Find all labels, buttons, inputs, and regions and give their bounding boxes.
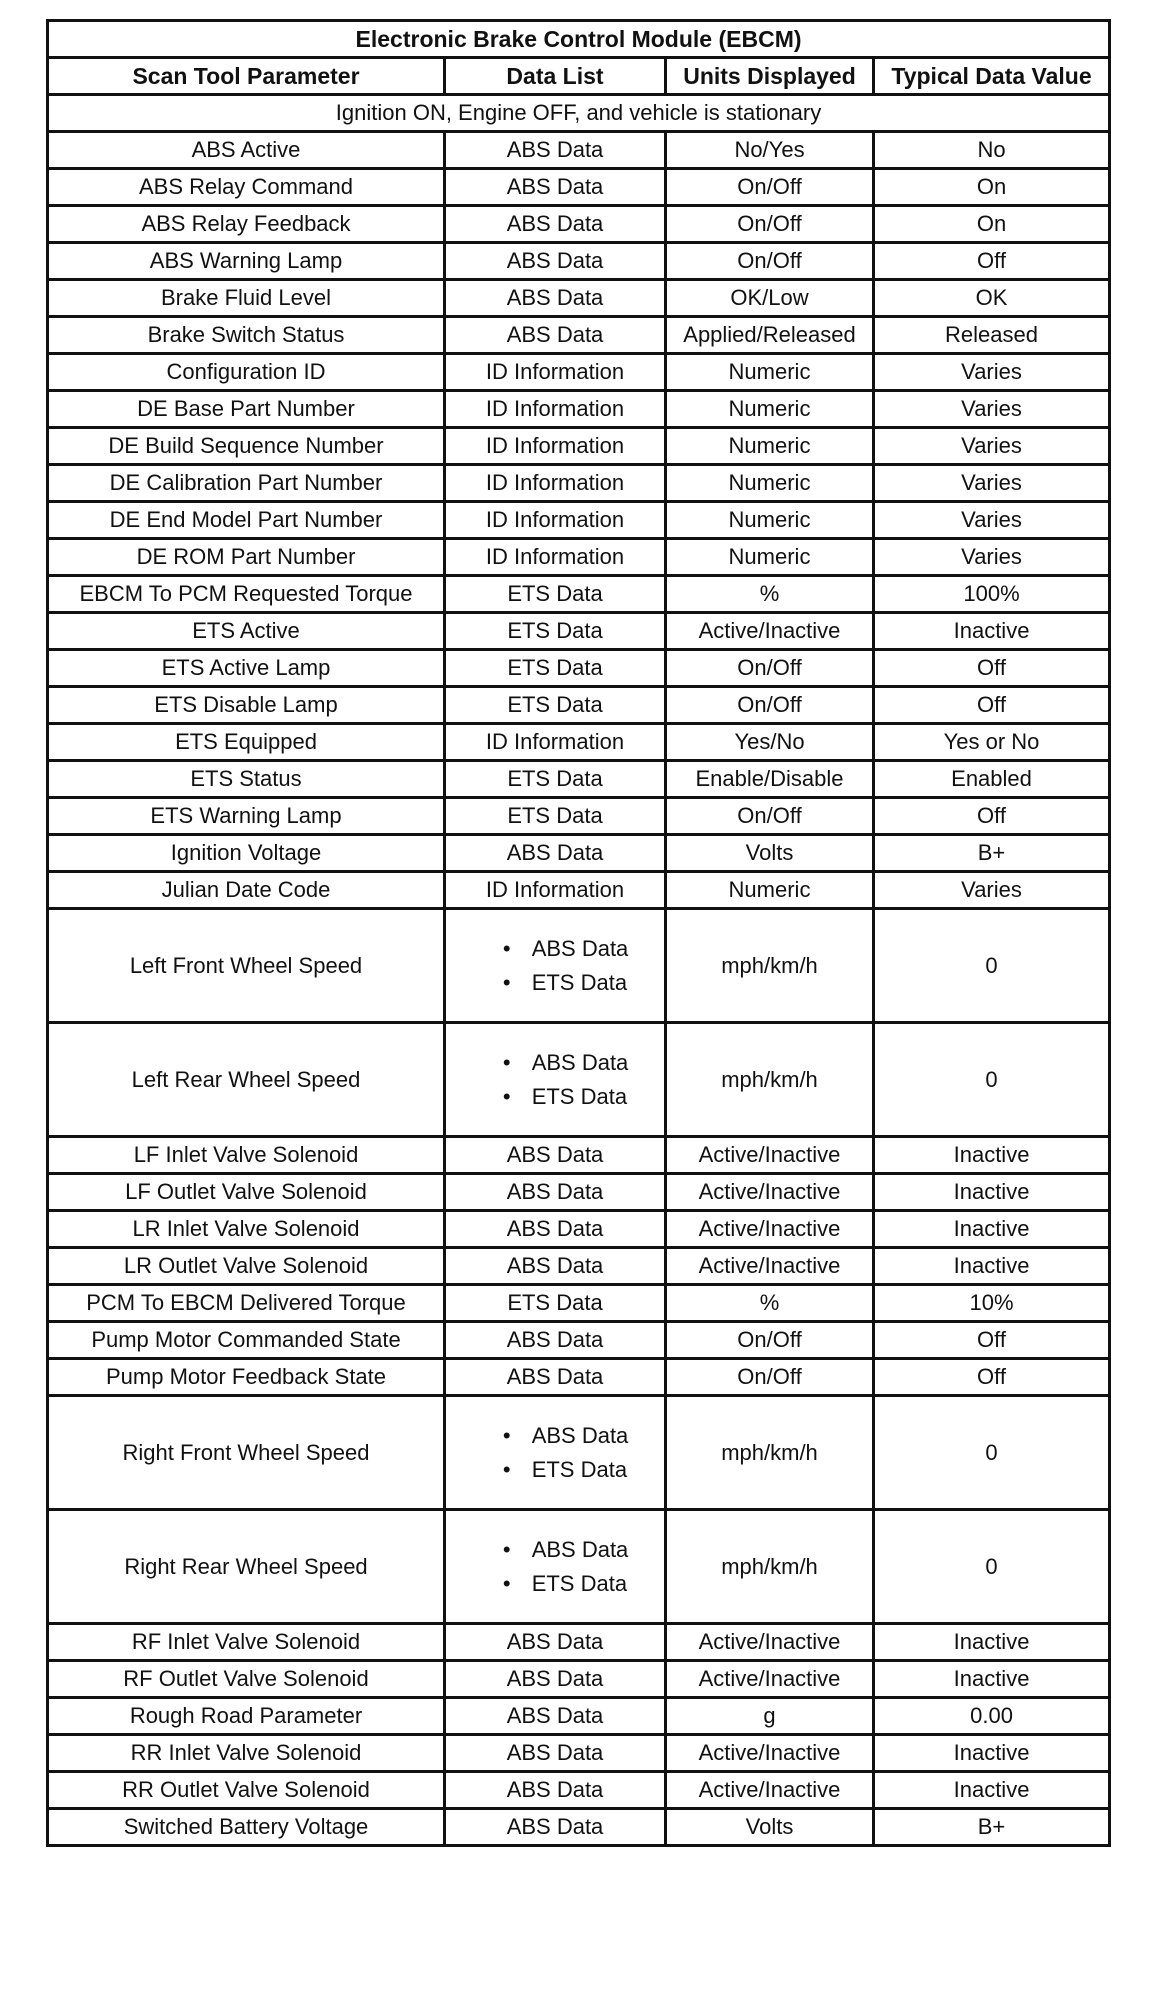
table-row bbox=[48, 650, 1110, 687]
units-cell: Active/Inactive bbox=[666, 1137, 874, 1174]
parameter-cell: Brake Switch Status bbox=[48, 317, 445, 354]
table-row bbox=[48, 1772, 1110, 1809]
units-cell: mph/km/h bbox=[666, 1510, 874, 1624]
parameter-cell: ABS Warning Lamp bbox=[48, 243, 445, 280]
parameter-cell: DE ROM Part Number bbox=[48, 539, 445, 576]
data-list-text: ABS Data bbox=[531, 1422, 629, 1448]
parameter-cell: ETS Status bbox=[48, 761, 445, 798]
data-list-text: ETS Data bbox=[531, 1083, 628, 1109]
typical-value-cell: 0 bbox=[874, 1396, 1110, 1510]
table-row bbox=[48, 724, 1110, 761]
parameter-cell: Brake Fluid Level bbox=[48, 280, 445, 317]
header-typical-value: Typical Data Value bbox=[874, 58, 1110, 95]
typical-value-cell: Varies bbox=[874, 354, 1110, 391]
table-row bbox=[48, 1248, 1110, 1285]
data-list-cell: ABS Data bbox=[445, 1137, 666, 1174]
units-cell: On/Off bbox=[666, 1322, 874, 1359]
data-list-cell: ABS Data bbox=[445, 1624, 666, 1661]
parameter-cell: Julian Date Code bbox=[48, 872, 445, 909]
data-list-cell: ID Information bbox=[445, 354, 666, 391]
parameter-cell: ABS Relay Command bbox=[48, 169, 445, 206]
units-cell: Numeric bbox=[666, 502, 874, 539]
units-cell: Numeric bbox=[666, 391, 874, 428]
table-row bbox=[48, 1322, 1110, 1359]
parameter-cell: ETS Equipped bbox=[48, 724, 445, 761]
parameter-cell: LR Outlet Valve Solenoid bbox=[48, 1248, 445, 1285]
data-list-cell: ABS Data bbox=[445, 1322, 666, 1359]
units-cell: On/Off bbox=[666, 687, 874, 724]
typical-value-cell: 0.00 bbox=[874, 1698, 1110, 1735]
units-cell: Applied/Released bbox=[666, 317, 874, 354]
table-row bbox=[48, 354, 1110, 391]
data-list-item bbox=[482, 1046, 629, 1080]
table-row bbox=[48, 798, 1110, 835]
units-cell: Active/Inactive bbox=[666, 1735, 874, 1772]
data-list-cell: ABS Data bbox=[445, 317, 666, 354]
table-row bbox=[48, 132, 1110, 169]
units-cell: Numeric bbox=[666, 428, 874, 465]
parameter-cell: Left Rear Wheel Speed bbox=[48, 1023, 445, 1137]
typical-value-cell: Off bbox=[874, 1359, 1110, 1396]
parameter-cell: RR Outlet Valve Solenoid bbox=[48, 1772, 445, 1809]
data-list-cell bbox=[445, 1510, 666, 1624]
data-list-bullets bbox=[482, 1419, 629, 1487]
table-row bbox=[48, 317, 1110, 354]
parameter-cell: ETS Disable Lamp bbox=[48, 687, 445, 724]
bullet-icon: • bbox=[502, 1570, 511, 1596]
data-list-cell: ETS Data bbox=[445, 576, 666, 613]
parameter-cell: PCM To EBCM Delivered Torque bbox=[48, 1285, 445, 1322]
data-list-cell: ID Information bbox=[445, 391, 666, 428]
table-row bbox=[48, 1137, 1110, 1174]
table-row bbox=[48, 169, 1110, 206]
typical-value-cell: Varies bbox=[874, 872, 1110, 909]
units-cell: Active/Inactive bbox=[666, 613, 874, 650]
parameter-cell: Ignition Voltage bbox=[48, 835, 445, 872]
parameter-cell: ABS Active bbox=[48, 132, 445, 169]
units-cell: On/Off bbox=[666, 1359, 874, 1396]
condition-text: Ignition ON, Engine OFF, and vehicle is stationary bbox=[48, 95, 1110, 132]
units-cell: Volts bbox=[666, 835, 874, 872]
typical-value-cell: Inactive bbox=[874, 613, 1110, 650]
table-row bbox=[48, 539, 1110, 576]
data-list-cell: ID Information bbox=[445, 724, 666, 761]
data-list-text: ABS Data bbox=[531, 1049, 629, 1075]
units-cell: On/Off bbox=[666, 169, 874, 206]
parameter-cell: DE Base Part Number bbox=[48, 391, 445, 428]
typical-value-cell: Inactive bbox=[874, 1661, 1110, 1698]
units-cell: Yes/No bbox=[666, 724, 874, 761]
typical-value-cell: Varies bbox=[874, 428, 1110, 465]
units-cell: Active/Inactive bbox=[666, 1624, 874, 1661]
bullet-icon: • bbox=[502, 1536, 511, 1562]
parameter-cell: Pump Motor Commanded State bbox=[48, 1322, 445, 1359]
typical-value-cell: Varies bbox=[874, 539, 1110, 576]
table-row bbox=[48, 465, 1110, 502]
typical-value-cell: Inactive bbox=[874, 1735, 1110, 1772]
units-cell: mph/km/h bbox=[666, 1396, 874, 1510]
table-row bbox=[48, 1211, 1110, 1248]
table-row bbox=[48, 502, 1110, 539]
table-title: Electronic Brake Control Module (EBCM) bbox=[48, 21, 1110, 58]
data-list-cell: ABS Data bbox=[445, 1772, 666, 1809]
data-list-cell: ETS Data bbox=[445, 687, 666, 724]
typical-value-cell: Yes or No bbox=[874, 724, 1110, 761]
table-row bbox=[48, 1396, 1110, 1510]
data-list-cell: ID Information bbox=[445, 502, 666, 539]
bullet-icon: • bbox=[502, 1049, 511, 1075]
typical-value-cell: 0 bbox=[874, 1510, 1110, 1624]
units-cell: On/Off bbox=[666, 243, 874, 280]
units-cell: On/Off bbox=[666, 206, 874, 243]
parameter-cell: Pump Motor Feedback State bbox=[48, 1359, 445, 1396]
data-list-item bbox=[482, 966, 629, 1000]
units-cell: On/Off bbox=[666, 798, 874, 835]
table-row bbox=[48, 1698, 1110, 1735]
parameter-cell: ETS Warning Lamp bbox=[48, 798, 445, 835]
table-row bbox=[48, 243, 1110, 280]
header-data-list: Data List bbox=[445, 58, 666, 95]
units-cell: % bbox=[666, 1285, 874, 1322]
typical-value-cell: Enabled bbox=[874, 761, 1110, 798]
typical-value-cell: On bbox=[874, 206, 1110, 243]
table-row bbox=[48, 1359, 1110, 1396]
units-cell: Numeric bbox=[666, 872, 874, 909]
data-list-cell: ID Information bbox=[445, 465, 666, 502]
parameter-cell: LF Outlet Valve Solenoid bbox=[48, 1174, 445, 1211]
title-row bbox=[48, 21, 1110, 58]
parameter-cell: LR Inlet Valve Solenoid bbox=[48, 1211, 445, 1248]
units-cell: Active/Inactive bbox=[666, 1772, 874, 1809]
bullet-icon: • bbox=[502, 969, 511, 995]
table-row bbox=[48, 428, 1110, 465]
data-list-bullets bbox=[482, 932, 629, 1000]
typical-value-cell: Inactive bbox=[874, 1211, 1110, 1248]
units-cell: OK/Low bbox=[666, 280, 874, 317]
data-list-cell bbox=[445, 1396, 666, 1510]
header-row bbox=[48, 58, 1110, 95]
table-row bbox=[48, 280, 1110, 317]
units-cell: Numeric bbox=[666, 539, 874, 576]
typical-value-cell: 10% bbox=[874, 1285, 1110, 1322]
data-list-item bbox=[482, 1080, 629, 1114]
bullet-icon: • bbox=[502, 935, 511, 961]
typical-value-cell: Off bbox=[874, 243, 1110, 280]
units-cell: Active/Inactive bbox=[666, 1661, 874, 1698]
table-row bbox=[48, 909, 1110, 1023]
data-list-cell: ABS Data bbox=[445, 169, 666, 206]
typical-value-cell: 0 bbox=[874, 1023, 1110, 1137]
table-row bbox=[48, 206, 1110, 243]
typical-value-cell: B+ bbox=[874, 835, 1110, 872]
parameter-cell: DE Calibration Part Number bbox=[48, 465, 445, 502]
data-list-cell: ID Information bbox=[445, 539, 666, 576]
units-cell: Active/Inactive bbox=[666, 1211, 874, 1248]
typical-value-cell: Varies bbox=[874, 502, 1110, 539]
data-list-cell: ABS Data bbox=[445, 1174, 666, 1211]
typical-value-cell: No bbox=[874, 132, 1110, 169]
typical-value-cell: Inactive bbox=[874, 1137, 1110, 1174]
units-cell: Active/Inactive bbox=[666, 1174, 874, 1211]
table-row bbox=[48, 576, 1110, 613]
data-list-text: ETS Data bbox=[531, 1570, 628, 1596]
units-cell: g bbox=[666, 1698, 874, 1735]
data-list-cell: ABS Data bbox=[445, 1211, 666, 1248]
data-list-bullets bbox=[482, 1533, 629, 1601]
typical-value-cell: Varies bbox=[874, 465, 1110, 502]
data-list-text: ABS Data bbox=[531, 1536, 629, 1562]
typical-value-cell: B+ bbox=[874, 1809, 1110, 1846]
parameter-cell: ETS Active bbox=[48, 613, 445, 650]
parameter-cell: Rough Road Parameter bbox=[48, 1698, 445, 1735]
bullet-icon: • bbox=[502, 1422, 511, 1448]
data-list-cell: ID Information bbox=[445, 428, 666, 465]
parameter-cell: RF Outlet Valve Solenoid bbox=[48, 1661, 445, 1698]
table-row bbox=[48, 1174, 1110, 1211]
parameter-cell: DE End Model Part Number bbox=[48, 502, 445, 539]
data-list-item bbox=[482, 1453, 629, 1487]
parameter-cell: Configuration ID bbox=[48, 354, 445, 391]
parameter-cell: EBCM To PCM Requested Torque bbox=[48, 576, 445, 613]
table-row bbox=[48, 1809, 1110, 1846]
data-list-item bbox=[482, 1533, 629, 1567]
bullet-icon: • bbox=[502, 1083, 511, 1109]
typical-value-cell: 100% bbox=[874, 576, 1110, 613]
data-list-cell: ABS Data bbox=[445, 835, 666, 872]
data-list-item bbox=[482, 1567, 629, 1601]
table-row bbox=[48, 1510, 1110, 1624]
parameter-cell: Right Rear Wheel Speed bbox=[48, 1510, 445, 1624]
table-row bbox=[48, 391, 1110, 428]
data-list-cell: ABS Data bbox=[445, 1248, 666, 1285]
typical-value-cell: Inactive bbox=[874, 1174, 1110, 1211]
data-list-cell: ABS Data bbox=[445, 1735, 666, 1772]
typical-value-cell: Varies bbox=[874, 391, 1110, 428]
parameter-cell: Left Front Wheel Speed bbox=[48, 909, 445, 1023]
typical-value-cell: OK bbox=[874, 280, 1110, 317]
data-list-cell: ETS Data bbox=[445, 761, 666, 798]
table-row bbox=[48, 1285, 1110, 1322]
parameter-cell: RF Inlet Valve Solenoid bbox=[48, 1624, 445, 1661]
typical-value-cell: Inactive bbox=[874, 1248, 1110, 1285]
parameter-cell: ABS Relay Feedback bbox=[48, 206, 445, 243]
header-parameter: Scan Tool Parameter bbox=[48, 58, 445, 95]
data-list-cell: ABS Data bbox=[445, 132, 666, 169]
units-cell: No/Yes bbox=[666, 132, 874, 169]
data-list-text: ETS Data bbox=[531, 969, 628, 995]
parameter-cell: Right Front Wheel Speed bbox=[48, 1396, 445, 1510]
parameter-cell: LF Inlet Valve Solenoid bbox=[48, 1137, 445, 1174]
typical-value-cell: Off bbox=[874, 1322, 1110, 1359]
typical-value-cell: Inactive bbox=[874, 1772, 1110, 1809]
units-cell: Volts bbox=[666, 1809, 874, 1846]
data-list-text: ETS Data bbox=[531, 1456, 628, 1482]
table-row bbox=[48, 1023, 1110, 1137]
units-cell: % bbox=[666, 576, 874, 613]
data-list-cell: ABS Data bbox=[445, 1809, 666, 1846]
table-row bbox=[48, 761, 1110, 798]
data-list-item bbox=[482, 932, 629, 966]
parameter-cell: DE Build Sequence Number bbox=[48, 428, 445, 465]
data-list-item bbox=[482, 1419, 629, 1453]
units-cell: mph/km/h bbox=[666, 909, 874, 1023]
typical-value-cell: Inactive bbox=[874, 1624, 1110, 1661]
ebcm-data-table bbox=[46, 19, 1111, 1847]
data-list-cell bbox=[445, 1023, 666, 1137]
header-units: Units Displayed bbox=[666, 58, 874, 95]
table-row bbox=[48, 1661, 1110, 1698]
data-list-cell: ABS Data bbox=[445, 1661, 666, 1698]
data-list-cell bbox=[445, 909, 666, 1023]
table-row bbox=[48, 1735, 1110, 1772]
units-cell: Numeric bbox=[666, 354, 874, 391]
typical-value-cell: Off bbox=[874, 650, 1110, 687]
parameter-cell: RR Inlet Valve Solenoid bbox=[48, 1735, 445, 1772]
parameter-cell: ETS Active Lamp bbox=[48, 650, 445, 687]
condition-row bbox=[48, 95, 1110, 132]
table-row bbox=[48, 835, 1110, 872]
data-list-bullets bbox=[482, 1046, 629, 1114]
units-cell: Numeric bbox=[666, 465, 874, 502]
data-list-cell: ID Information bbox=[445, 872, 666, 909]
units-cell: Enable/Disable bbox=[666, 761, 874, 798]
typical-value-cell: Released bbox=[874, 317, 1110, 354]
parameter-cell: Switched Battery Voltage bbox=[48, 1809, 445, 1846]
table-row bbox=[48, 1624, 1110, 1661]
units-cell: On/Off bbox=[666, 650, 874, 687]
data-list-cell: ETS Data bbox=[445, 650, 666, 687]
data-list-text: ABS Data bbox=[531, 935, 629, 961]
data-list-cell: ETS Data bbox=[445, 798, 666, 835]
typical-value-cell: Off bbox=[874, 687, 1110, 724]
table-row bbox=[48, 872, 1110, 909]
bullet-icon: • bbox=[502, 1456, 511, 1482]
typical-value-cell: On bbox=[874, 169, 1110, 206]
table-row bbox=[48, 687, 1110, 724]
table-row bbox=[48, 613, 1110, 650]
data-list-cell: ABS Data bbox=[445, 206, 666, 243]
data-list-cell: ETS Data bbox=[445, 1285, 666, 1322]
data-list-cell: ABS Data bbox=[445, 243, 666, 280]
data-list-cell: ABS Data bbox=[445, 1359, 666, 1396]
units-cell: Active/Inactive bbox=[666, 1248, 874, 1285]
typical-value-cell: Off bbox=[874, 798, 1110, 835]
data-list-cell: ABS Data bbox=[445, 280, 666, 317]
typical-value-cell: 0 bbox=[874, 909, 1110, 1023]
table-body bbox=[48, 132, 1110, 1846]
units-cell: mph/km/h bbox=[666, 1023, 874, 1137]
data-list-cell: ETS Data bbox=[445, 613, 666, 650]
data-list-cell: ABS Data bbox=[445, 1698, 666, 1735]
